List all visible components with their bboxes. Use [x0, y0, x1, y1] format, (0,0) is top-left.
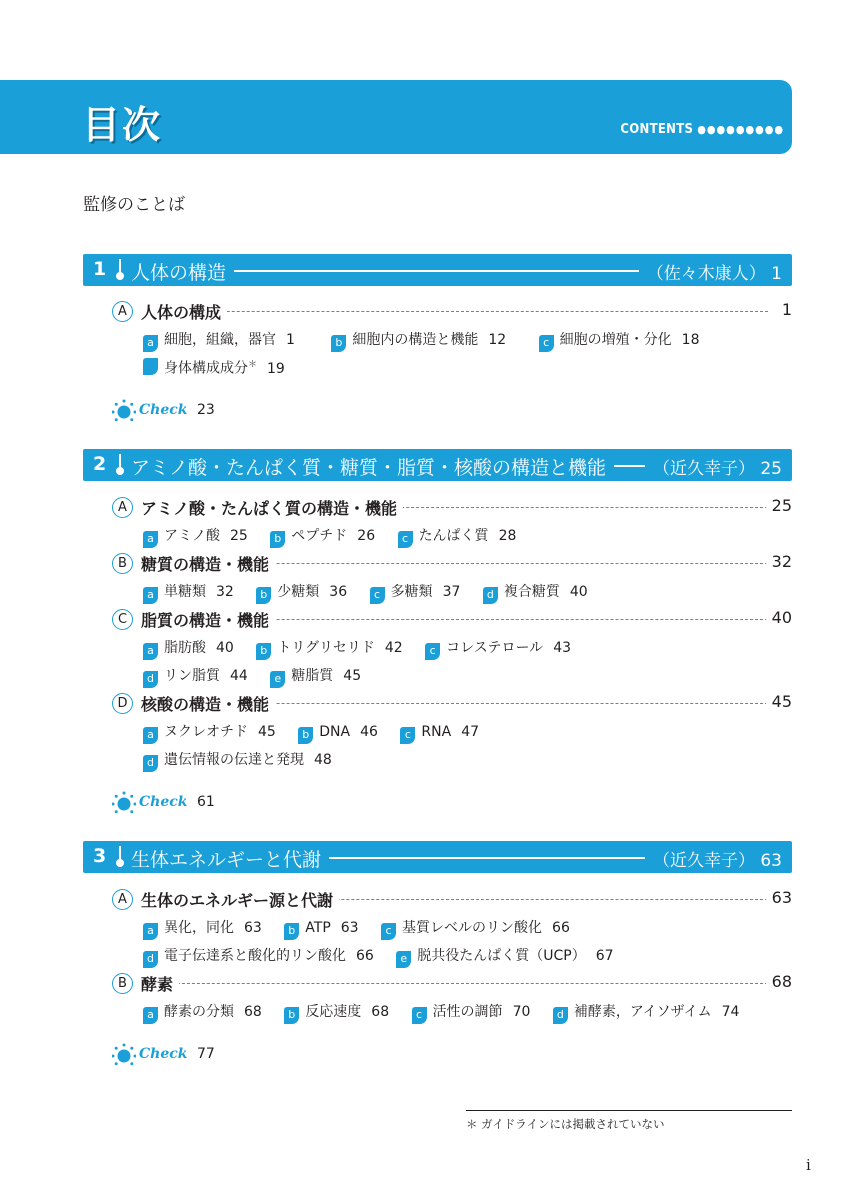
chapter-number: 1 — [93, 258, 107, 280]
item-badge — [143, 358, 158, 375]
footnote: ＊ ガイドラインには掲載されていない — [466, 1117, 665, 1131]
item-label: 補酵素，アイソザイム — [573, 1004, 712, 1020]
item-row — [143, 665, 379, 687]
item-label: ヌクレオチド — [164, 724, 248, 740]
item-page: 47 — [461, 724, 480, 740]
item-row — [143, 749, 350, 771]
item-page: 44 — [230, 668, 248, 684]
toc-item[interactable] — [553, 1001, 740, 1024]
toc-item[interactable] — [381, 917, 570, 940]
toc-item[interactable] — [331, 329, 506, 352]
item-badge: a — [143, 727, 158, 744]
item-page: 63 — [244, 920, 262, 936]
item-badge: c — [398, 531, 413, 548]
section-2b[interactable] — [112, 552, 792, 578]
item-label: リン脂質 — [164, 668, 220, 684]
toc-item[interactable] — [143, 637, 234, 660]
item-page: 43 — [553, 640, 572, 656]
check-label: Check — [139, 794, 188, 810]
chapter-title: アミノ酸・たんぱく質・糖質・脂質・核酸の構造と機能 — [131, 453, 614, 480]
item-label: 脱共役たんぱく質（UCP） — [417, 948, 586, 964]
item-badge: e — [270, 671, 285, 688]
contents-subtitle: CONTENTS ●●●●●●●●● — [620, 122, 784, 137]
item-label: 酵素の分類 — [164, 1004, 234, 1020]
page-number: i — [806, 1156, 811, 1174]
item-page: 37 — [442, 584, 461, 600]
item-label: 電子伝達系と酸化的リン酸化 — [164, 948, 346, 964]
item-badge: c — [539, 335, 554, 352]
item-row — [143, 329, 717, 351]
chapter-1-header[interactable] — [83, 254, 792, 286]
item-page: 68 — [244, 1004, 262, 1020]
section-page: 45 — [766, 692, 792, 711]
item-badge: c — [400, 727, 415, 744]
section-letter: A — [112, 301, 133, 322]
toc-item[interactable] — [284, 920, 358, 940]
toc-item[interactable] — [270, 665, 361, 688]
footnote-rule — [466, 1110, 792, 1111]
item-label: たんぱく質 — [418, 528, 489, 544]
item-badge: d — [143, 671, 158, 688]
item-badge: b — [256, 587, 271, 604]
chapter-number: 3 — [93, 845, 107, 867]
item-badge: d — [143, 755, 158, 772]
item-badge: d — [553, 1007, 568, 1024]
check-sun-icon — [112, 1042, 136, 1068]
page-title: 目次 — [82, 103, 163, 147]
toc-item[interactable] — [396, 945, 613, 968]
check-sun-icon — [112, 790, 136, 816]
section-page: 25 — [766, 496, 792, 515]
toc-item[interactable] — [256, 581, 347, 604]
section-2a[interactable] — [112, 496, 792, 522]
item-label: 基質レベルのリン酸化 — [402, 920, 543, 936]
item-badge: c — [412, 1007, 427, 1024]
item-badge: b — [331, 335, 346, 352]
item-badge: a — [143, 923, 158, 940]
item-row — [143, 581, 606, 603]
item-label: 細胞の増殖・分化 — [559, 332, 672, 348]
check-page: 77 — [197, 1046, 215, 1062]
item-label: 反応速度 — [305, 1004, 362, 1020]
item-badge: d — [143, 951, 158, 968]
item-label: アミノ酸 — [164, 528, 220, 544]
toc-item[interactable] — [412, 1001, 531, 1024]
item-label: トリグリセリド — [277, 640, 375, 656]
item-page: 25 — [230, 528, 248, 544]
toc-item[interactable] — [539, 329, 700, 352]
item-label: ペプチド — [291, 528, 348, 544]
item-page: 74 — [721, 1004, 740, 1020]
toc-item[interactable] — [284, 1001, 389, 1024]
toc-item[interactable] — [370, 581, 461, 604]
item-badge: a — [143, 587, 158, 604]
item-page: 32 — [216, 584, 234, 600]
item-page: 36 — [329, 584, 348, 600]
item-badge: a — [143, 643, 158, 660]
item-label: RNA — [421, 724, 452, 740]
section-title: 糖質の構造・機能 — [141, 552, 275, 575]
section-2d[interactable] — [112, 692, 792, 718]
toc-item[interactable] — [483, 581, 588, 604]
section-title: 脂質の構造・機能 — [141, 608, 275, 631]
toc-item[interactable] — [143, 1001, 262, 1024]
toc-item[interactable] — [256, 637, 402, 660]
item-label: 単糖類 — [164, 584, 206, 600]
item-badge: a — [143, 1007, 158, 1024]
item-page: 40 — [569, 584, 588, 600]
item-row — [143, 1001, 757, 1023]
section-letter: A — [112, 889, 133, 910]
item-row — [143, 945, 632, 967]
toc-item[interactable] — [143, 581, 234, 604]
item-badge: e — [396, 951, 411, 968]
toc-item[interactable] — [143, 945, 374, 968]
item-badge: c — [425, 643, 440, 660]
item-badge: c — [381, 923, 396, 940]
item-page: 42 — [384, 640, 403, 656]
section-letter: D — [112, 693, 133, 714]
item-label: 細胞内の構造と機能 — [352, 332, 479, 348]
section-page: 63 — [766, 888, 792, 907]
section-title: アミノ酸・たんぱく質の構造・機能 — [141, 496, 403, 519]
item-badge: a — [143, 531, 158, 548]
item-page: 19 — [267, 360, 285, 377]
item-badge: b — [284, 923, 299, 940]
section-letter: C — [112, 609, 133, 630]
toc-item[interactable] — [398, 525, 517, 548]
toc-item[interactable] — [143, 917, 262, 940]
toc-item[interactable] — [270, 525, 375, 548]
item-row — [143, 721, 497, 743]
item-label: 少糖類 — [277, 584, 320, 600]
check-sun-icon — [112, 398, 136, 424]
check-page: 61 — [197, 794, 215, 810]
check-label: Check — [139, 402, 188, 418]
item-label: 複合糖質 — [503, 584, 560, 600]
section-page: 32 — [766, 552, 792, 571]
toc-item[interactable] — [400, 724, 479, 744]
section-title: 人体の構成 — [141, 300, 227, 323]
section-1a[interactable] — [112, 300, 792, 326]
toc-item[interactable] — [143, 749, 332, 772]
item-badge: c — [370, 587, 385, 604]
toc-item[interactable] — [143, 525, 248, 548]
item-badge: b — [270, 531, 285, 548]
section-3b[interactable] — [112, 972, 792, 998]
footnote-mark: ＊ — [248, 360, 258, 370]
check-page: 23 — [197, 402, 215, 418]
item-label: 糖脂質 — [291, 668, 334, 684]
section-letter: B — [112, 553, 133, 574]
chapter-title: 生体エネルギーと代謝 — [131, 845, 329, 872]
item-page: 18 — [681, 332, 700, 348]
decor-dots: ●●●●●●●●● — [697, 123, 784, 136]
item-badge: b — [284, 1007, 299, 1024]
section-page: 40 — [766, 608, 792, 627]
item-badge: d — [483, 587, 498, 604]
toc-item[interactable] — [298, 724, 378, 744]
section-page: 1 — [776, 300, 792, 319]
section-page: 68 — [766, 972, 792, 991]
item-label: 活性の調節 — [432, 1004, 503, 1020]
chapter-title: 人体の構造 — [131, 258, 234, 285]
section-3a[interactable] — [112, 888, 792, 914]
item-label: コレステロール — [446, 640, 544, 656]
item-page: 67 — [595, 948, 614, 964]
section-2c[interactable] — [112, 608, 792, 634]
item-label: 遺伝情報の伝達と発現 — [164, 752, 304, 768]
toc-item[interactable] — [143, 721, 276, 744]
section-title: 核酸の構造・機能 — [141, 692, 275, 715]
item-page: 70 — [512, 1004, 531, 1020]
item-page: 40 — [216, 640, 234, 656]
toc-item[interactable] — [143, 665, 248, 688]
intro-entry[interactable]: 監修のことば — [83, 195, 185, 215]
item-label: ATP — [305, 920, 331, 936]
item-page: 63 — [340, 920, 359, 936]
item-badge: b — [256, 643, 271, 660]
item-page: 45 — [258, 724, 276, 740]
chapter-author-page: （近久幸子） 63 — [645, 846, 782, 871]
item-page: 66 — [552, 920, 570, 936]
item-label: 身体構成成分 — [164, 360, 248, 377]
item-row — [143, 917, 588, 939]
item-label: DNA — [319, 724, 351, 740]
section-letter: B — [112, 973, 133, 994]
item-label: 脂肪酸 — [164, 640, 206, 656]
toc-item[interactable] — [425, 637, 571, 660]
section-title: 生体のエネルギー源と代謝 — [141, 888, 339, 911]
item-page: 12 — [488, 332, 507, 348]
item-page: 45 — [343, 668, 362, 684]
item-page: 68 — [371, 1004, 390, 1020]
item-row — [143, 637, 589, 659]
section-title: 酵素 — [141, 972, 179, 995]
item-page: 26 — [357, 528, 376, 544]
item-page: 1 — [286, 332, 295, 348]
item-label: 異化，同化 — [164, 920, 234, 936]
chapter-author-page: （佐々木康人） 1 — [639, 259, 782, 284]
item-page: 46 — [360, 724, 378, 740]
check-label: Check — [139, 1046, 188, 1062]
item-badge: b — [298, 727, 313, 744]
item-label: 細胞，組織，器官 — [164, 332, 276, 348]
item-page: 48 — [314, 752, 332, 768]
chapter-author-page: （近久幸子） 25 — [645, 454, 782, 479]
toc-item[interactable] — [143, 357, 285, 378]
toc-item[interactable] — [143, 329, 295, 352]
chapter-number: 2 — [93, 453, 107, 475]
item-row — [143, 357, 303, 379]
item-page: 66 — [356, 948, 374, 964]
item-label: 多糖類 — [390, 584, 433, 600]
item-page: 28 — [498, 528, 517, 544]
chapter-3-header[interactable] — [83, 841, 792, 873]
contents-banner — [0, 80, 792, 154]
item-row — [143, 525, 534, 547]
section-letter: A — [112, 497, 133, 518]
item-badge: a — [143, 335, 158, 352]
chapter-2-header[interactable] — [83, 449, 792, 481]
